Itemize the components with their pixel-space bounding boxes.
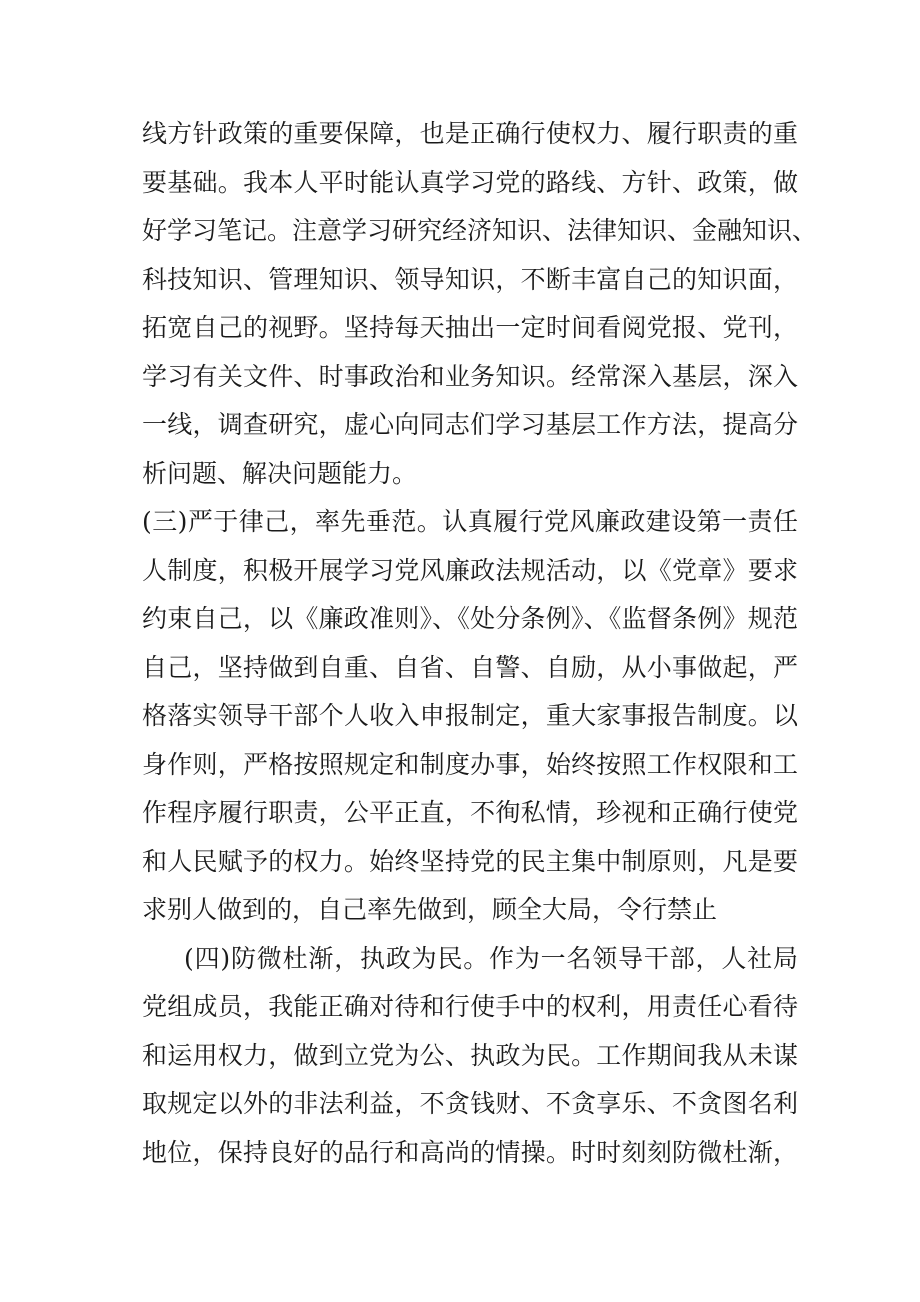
text-line: 求别人做到的，自己率先做到，顾全大局，令行禁止: [142, 895, 718, 924]
text-line: 拓宽自己的视野。坚持每天抽出一定时间看阅党报、党刊，: [142, 313, 798, 342]
text-line: 自己，坚持做到自重、自省、自警、自励，从小事做起，严: [142, 652, 798, 682]
text-line: 党组成员，我能正确对待和行使手中的权利，用责任心看待: [142, 992, 798, 1021]
text-line: 线方针政策的重要保障，也是正确行使权力、履行职责的重: [142, 119, 798, 148]
text-line: 和运用权力，做到立党为公、执政为民。工作期间我从未谋: [142, 1040, 798, 1070]
text-line: 格落实领导干部个人收入申报制定，重大家事报告制度。以: [142, 701, 798, 730]
text-line: 和人民赋予的权力。始终坚持党的民主集中制原则，凡是要: [142, 846, 798, 876]
body-text: [142, 110, 818, 1177]
text-line: 科技知识、管理知识、领导知识，不断丰富自己的知识面，: [142, 264, 798, 294]
text-line: 作程序履行职责，公平正直，不徇私情，珍视和正确行使党: [142, 798, 798, 827]
text-line: 好学习笔记。注意学习研究经济知识、法律知识、金融知识、: [142, 216, 818, 245]
text-line: 析问题、解决问题能力。: [142, 458, 418, 488]
text-line: 身作则，严格按照规定和制度办事，始终按照工作权限和工: [142, 749, 798, 779]
text-line: 地位，保持良好的品行和高尚的情操。时时刻刻防微杜渐，: [142, 1137, 798, 1167]
text-line: 取规定以外的非法利益，不贪钱财、不贪享乐、不贪图名利: [142, 1089, 798, 1118]
text-line: 人制度，积极开展学习党风廉政法规活动，以《党章》要求: [142, 555, 798, 585]
section-heading-line: (四)防微杜渐，执政为民。作为一名领导干部，人社局: [184, 943, 798, 973]
text-line: 一线，调查研究，虚心向同志们学习基层工作方法，提高分: [142, 410, 798, 439]
text-line: 要基础。我本人平时能认真学习党的路线、方针、政策，做: [142, 167, 798, 197]
text-line: 学习有关文件、时事政治和业务知识。经常深入基层，深入: [142, 361, 798, 391]
section-heading-line: (三)严于律己，率先垂范。认真履行党风廉政建设第一责任: [142, 507, 798, 536]
text-line: 约束自己，以《廉政准则》、《处分条例》、《监督条例》规范: [142, 604, 798, 633]
